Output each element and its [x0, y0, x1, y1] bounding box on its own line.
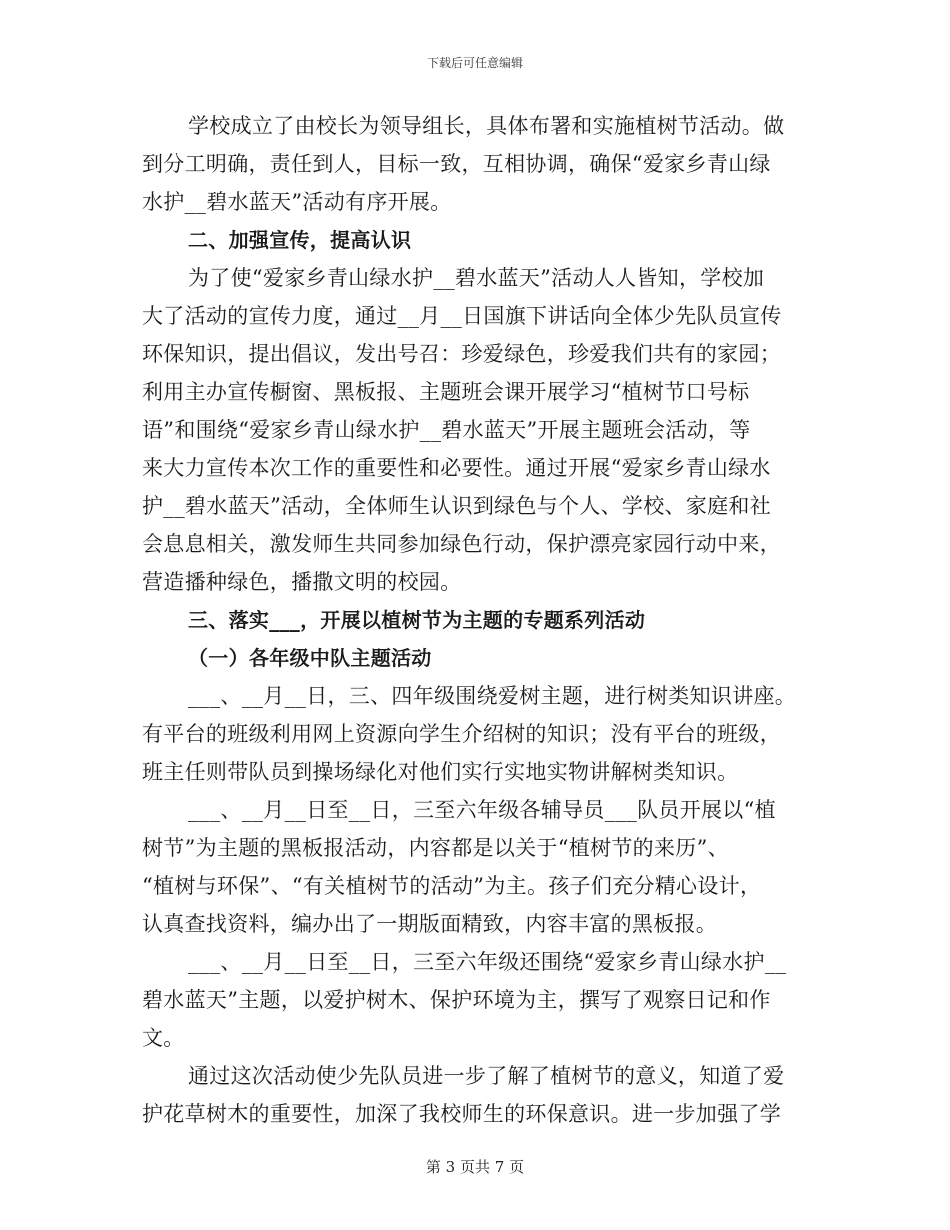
text-line: 碧水蓝天”主题，以爱护树木、保护环境为主，撰写了观察日记和作 — [142, 988, 771, 1012]
page-header: 下载后可任意编辑 — [426, 56, 523, 70]
text-line: 班主任则带队员到操场绿化对他们实行实地实物讲解树类知识。 — [142, 760, 739, 784]
page-footer: 第 3 页共 7 页 — [425, 1158, 525, 1176]
document-body — [142, 107, 808, 1133]
text-line: ___、__月__日至__日，三至六年级还围绕“爱家乡青山绿水护__ — [188, 950, 787, 974]
text-line: 树节”为主题的黑板报活动，内容都是以关于“植树节的来历”、 — [142, 836, 729, 860]
text-line: “植树与环保”、“有关植树节的活动”为主。孩子们充分精心设计， — [142, 874, 762, 898]
text-line: 护花草树木的重要性，加深了我校师生的环保意识。进一步加强了学 — [142, 1102, 781, 1126]
section-heading: 二、加强宣传，提高认识 — [188, 228, 412, 252]
text-line: 学校成立了由校长为领导组长，具体布署和实施植树节活动。做 — [188, 114, 785, 138]
text-line: 会息息相关，激发师生共同参加绿色行动，保护漂亮家园行动中来， — [142, 532, 781, 556]
text-line: 认真查找资料，编办出了一期版面精致，内容丰富的黑板报。 — [142, 912, 718, 936]
text-line: 护__碧水蓝天”活动，全体师生认识到绿色与个人、学校、家庭和社 — [142, 494, 772, 518]
text-line: 通过这次活动使少先队员进一步了解了植树节的意义，知道了爱 — [188, 1064, 785, 1088]
section-heading: 三、落实___，开展以植树节为主题的专题系列活动 — [188, 608, 646, 632]
text-line: 大了活动的宣传力度，通过__月__日国旗下讲话向全体少先队员宣传 — [142, 304, 782, 328]
text-line: 利用主办宣传橱窗、黑板报、主题班会课开展学习“植树节口号标 — [142, 380, 750, 404]
text-line: 环保知识，提出倡议，发出号召：珍爱绿色，珍爱我们共有的家园； — [142, 342, 781, 366]
section-heading: （一）各年级中队主题活动 — [188, 646, 432, 670]
text-line: 到分工明确，责任到人，目标一致，互相协调，确保“爱家乡青山绿 — [142, 152, 771, 176]
text-line: 有平台的班级利用网上资源向学生介绍树的知识；没有平台的班级， — [142, 722, 781, 746]
text-line: ___、__月__日至__日，三至六年级各辅导员___队员开展以“植 — [188, 798, 776, 822]
text-line: ___、__月__日，三、四年级围绕爱树主题，进行树类知识讲座。 — [188, 684, 797, 708]
text-line: 语”和围绕“爱家乡青山绿水护__碧水蓝天”开展主题班会活动，等 — [142, 418, 751, 442]
text-line: 文。 — [142, 1026, 185, 1050]
text-line: 来大力宣传本次工作的重要性和必要性。通过开展“爱家乡青山绿水 — [142, 456, 771, 480]
text-line: 营造播种绿色，播撒文明的校园。 — [142, 570, 462, 594]
text-line: 水护__碧水蓝天”活动有序开展。 — [142, 190, 452, 214]
text-line: 为了使“爱家乡青山绿水护__碧水蓝天”活动人人皆知，学校加 — [188, 266, 765, 290]
